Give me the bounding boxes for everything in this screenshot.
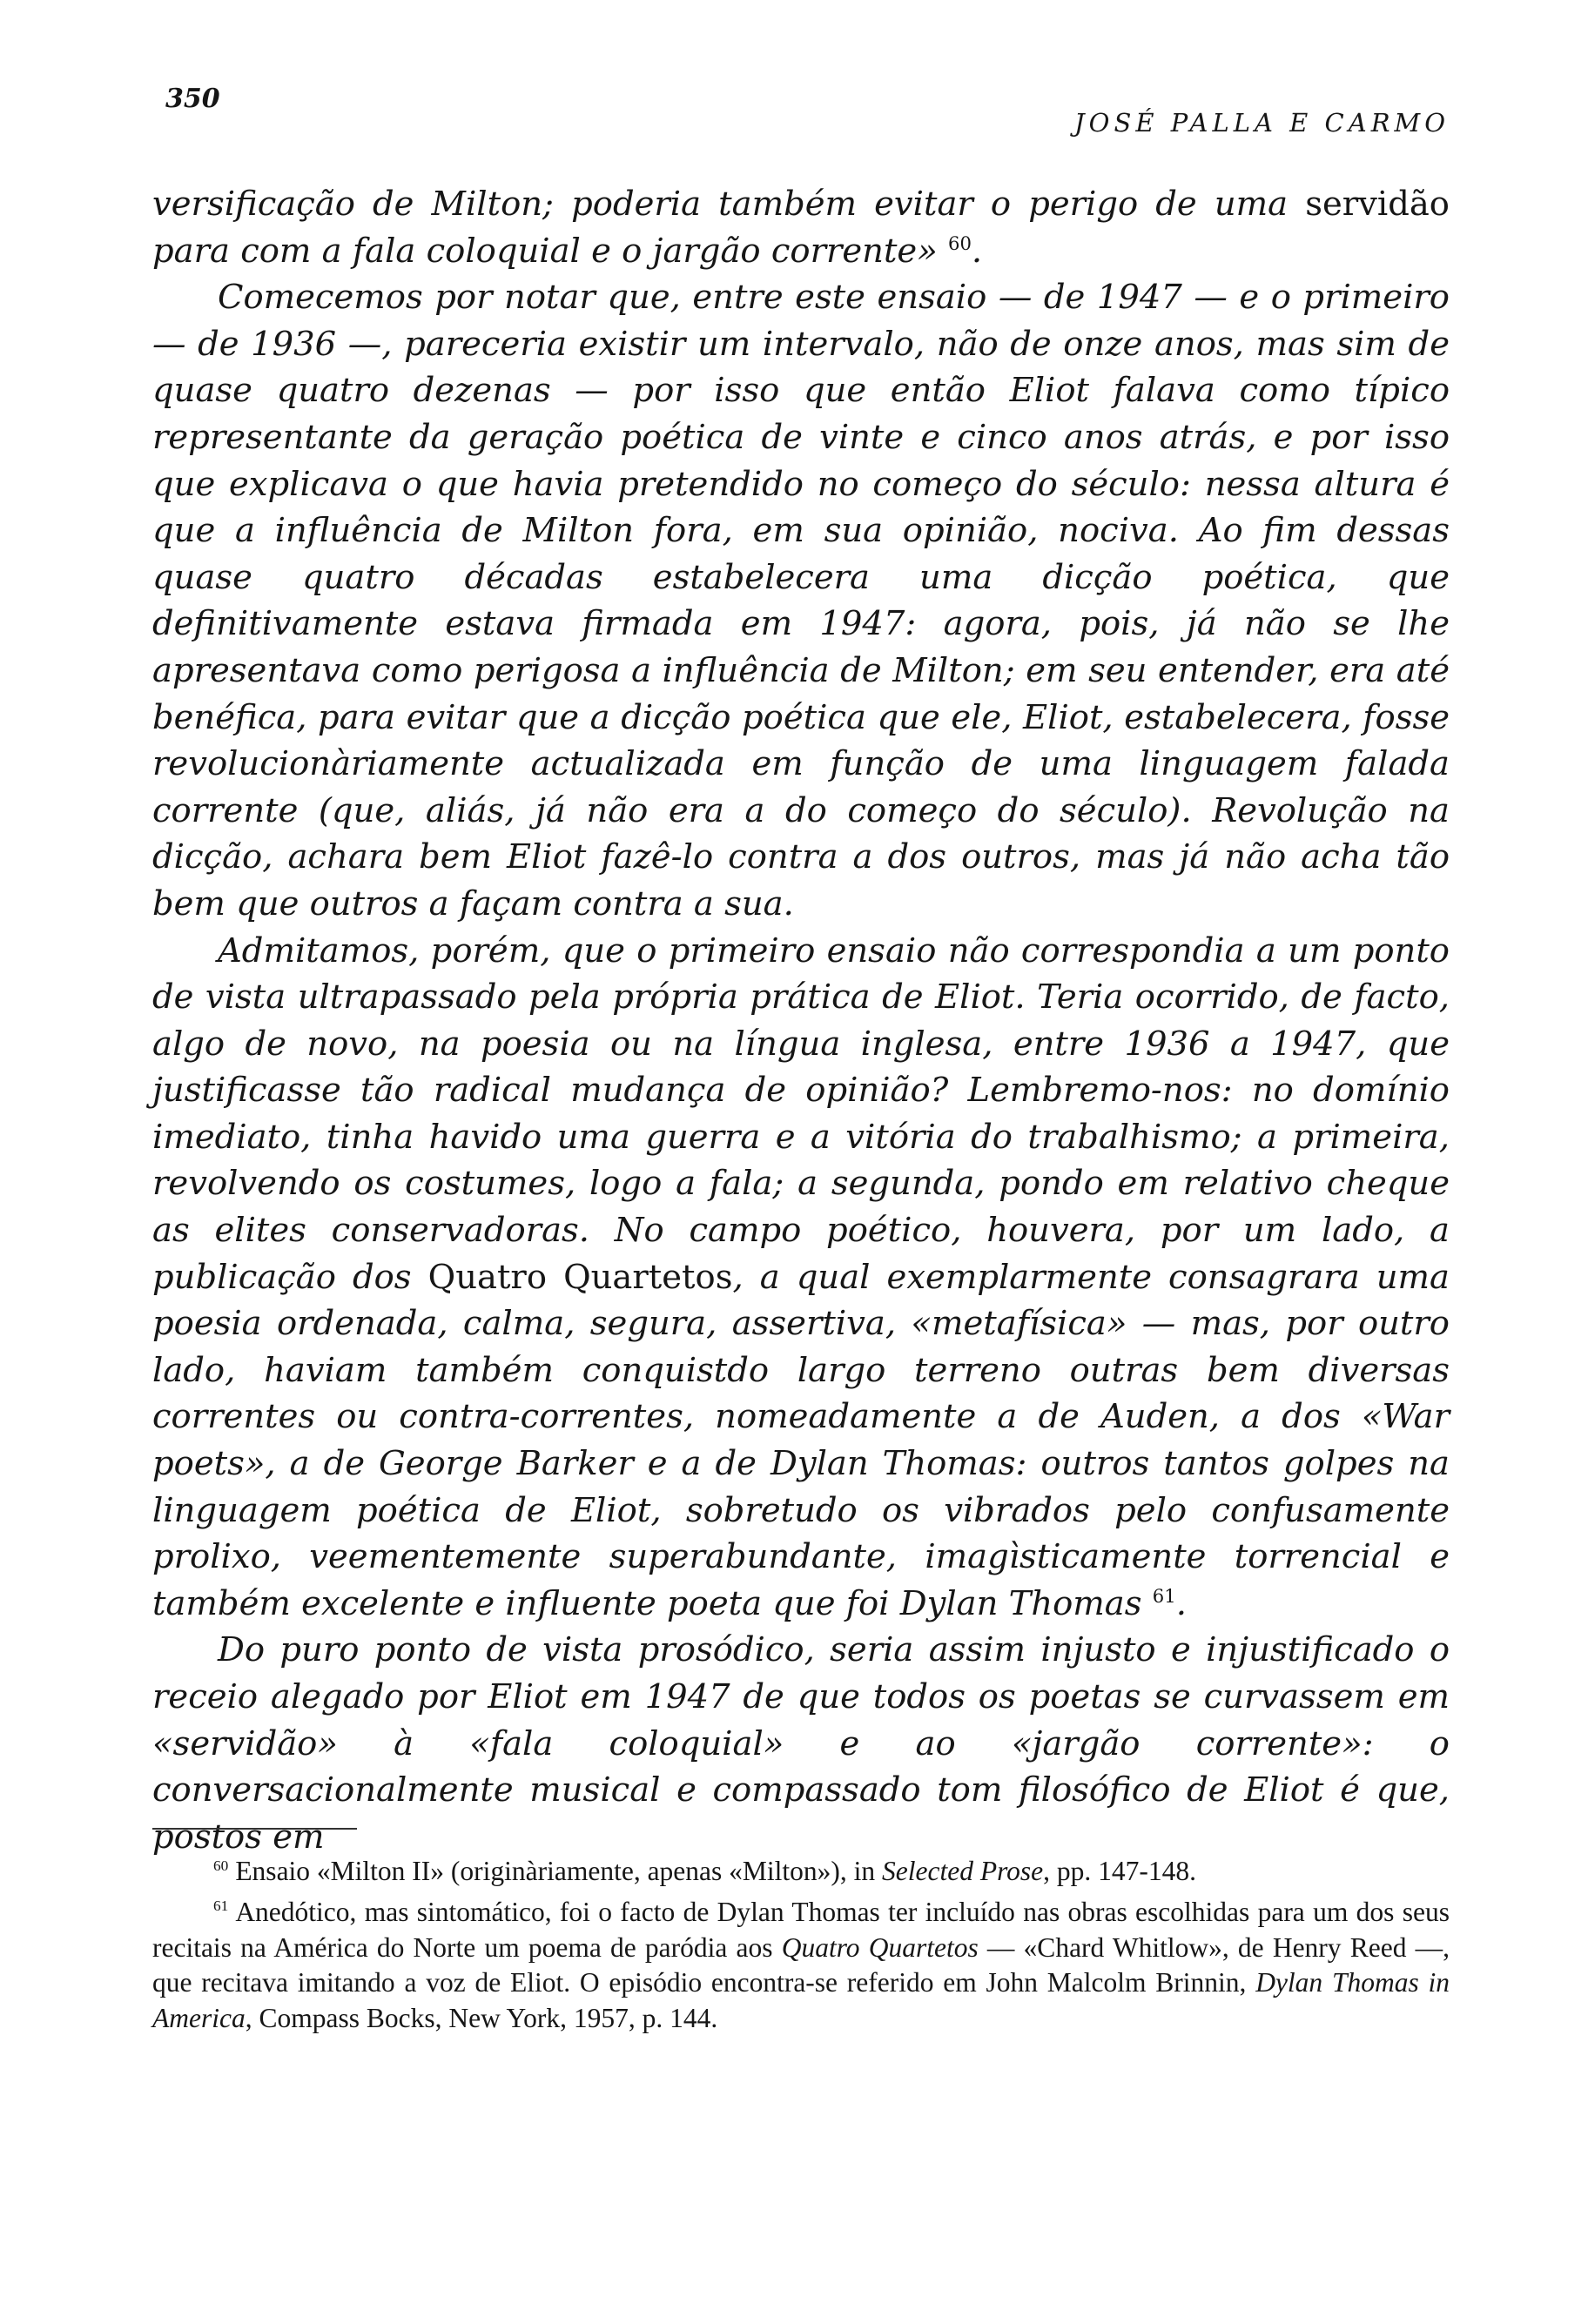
paragraph-3-text: Admitamos, porém, que o primeiro ensaio não correspondia a um ponto de vista ultrapassado pela própria prática de Eliot. Teria ocorrido, de facto, algo de novo, na poesia ou na língua inglesa, entre 1936 a 1947, que justificasse tão radical mudança de opinião? Lembremo-nos: no domínio imediato, tinha havido uma guerra e a vitória do trabalhismo; a primeira, revolvendo os costumes, logo a fala; a segunda, pondo em relativo cheque as elites conservadoras. No campo poético, houvera, por um lado, a publicação dos [152,930,1450,1297]
paragraph-1-upright-word: servidão [1288,185,1450,224]
footnote-60 [152,1854,1450,1890]
paragraph-1 [152,181,1450,274]
footnote-text-end: , Compass Bocks, New York, 1957, p. 144. [245,2003,718,2034]
paragraph-1-text-cont: para com a fala coloquial e o jargão corrente» [152,231,948,271]
paragraph-3-title: Quatro Quartetos [411,1257,733,1297]
footnote-divider [152,1828,357,1830]
footnote-italic-title: Dylan Thomas in America [152,1967,1450,2034]
page-header [165,84,1450,136]
footnote-61 [152,1895,1450,2037]
footnote-ref-60: 60 [948,232,972,254]
footnote-text: Anedótico, mas sintomático, foi o facto de Dylan Thomas ter incluído nas obras escolhidas para um dos seus recitais na América do Norte um poema de paródia aos [152,1896,1450,1963]
paragraph-2-text: Comecemos por notar que, entre este ensaio — de 1947 — e o primeiro — de 1936 —, pareceria existir um intervalo, não de onze anos, mas sim de quase quatro dezenas — por isso que então Eliot falava como típico representante da geração poética de vinte e cinco anos atrás, e por isso que explicava o que havia pretendido no começo do século: nessa altura é que a influência de Milton fora, em sua opinião, nociva. Ao fim dessas quase quatro décadas estabelecera uma dicção poética, que definitivamente estava firmada em 1947: agora, pois, já não se lhe apresentava como perigosa a influência de Milton; em seu entender, era até benéfica, para evitar que a dicção poética que ele, Eliot, estabelecera, fosse revolucionàriamente actualizada em função de uma linguagem falada corrente (que, aliás, já não era a do começo do século). Revolução na dicção, achara bem Eliot fazê-lo contra a dos outros, mas já não acha tão bem que outros a façam contra a sua. [152,278,1450,924]
paragraph-1-end: . [971,231,983,271]
paragraph-3-end: . [1175,1583,1187,1623]
footnote-text-cont: , pp. 147-148. [1043,1856,1197,1886]
paragraph-3 [152,928,1450,1628]
paragraph-4 [152,1627,1450,1860]
paragraph-2 [152,274,1450,927]
footnote-mark: 60 [213,1857,229,1874]
running-head: JOSÉ PALLA E CARMO [1074,108,1450,138]
paragraph-4-text: Do puro ponto de vista prosódico, seria assim injusto e injustificado o receio alegado por Eliot em 1947 de que todos os poetas se curvassem em «servidão» à «fala coloquial» e ao «jargão corrente»: o conversacionalmente musical e compassado tom filosófico de Eliot é que, postos em [152,1630,1450,1857]
footnotes [152,1854,1450,2042]
footnote-text-cont: — «Chard Whitlow», de Henry Reed —, que recitava imitando a voz de Eliot. O episódio encontra-se referido em John Malcolm Brinnin, [152,1931,1450,1998]
footnote-text: Ensaio «Milton II» (originàriamente, apenas «Milton»), in [235,1856,883,1886]
footnote-mark: 61 [213,1897,229,1915]
page-number: 350 [165,84,220,114]
footnote-italic-title: Selected Prose [882,1856,1044,1886]
footnote-ref-61: 61 [1152,1584,1176,1607]
paragraph-3-text-cont: , a qual exemplarmente consagrara uma poesia ordenada, calma, segura, assertiva, «metafísica» — mas, por outro lado, haviam também conquistdo largo terreno outras bem diversas correntes ou contra-correntes, nomeadamente a de Auden, a dos «War poets», a de George Barker e a de Dylan Thomas: outros tantos golpes na linguagem poética de Eliot, sobretudo os vibrados pelo confusamente prolixo, veementemente superabundante, imagìsticamente torrencial e também excelente e influente poeta que foi Dylan Thomas [152,1257,1450,1623]
main-text [152,181,1450,1860]
paragraph-1-text: versificação de Milton; poderia também evitar o perigo de uma [152,185,1289,224]
footnote-italic-title: Quatro Quartetos [781,1931,979,1963]
